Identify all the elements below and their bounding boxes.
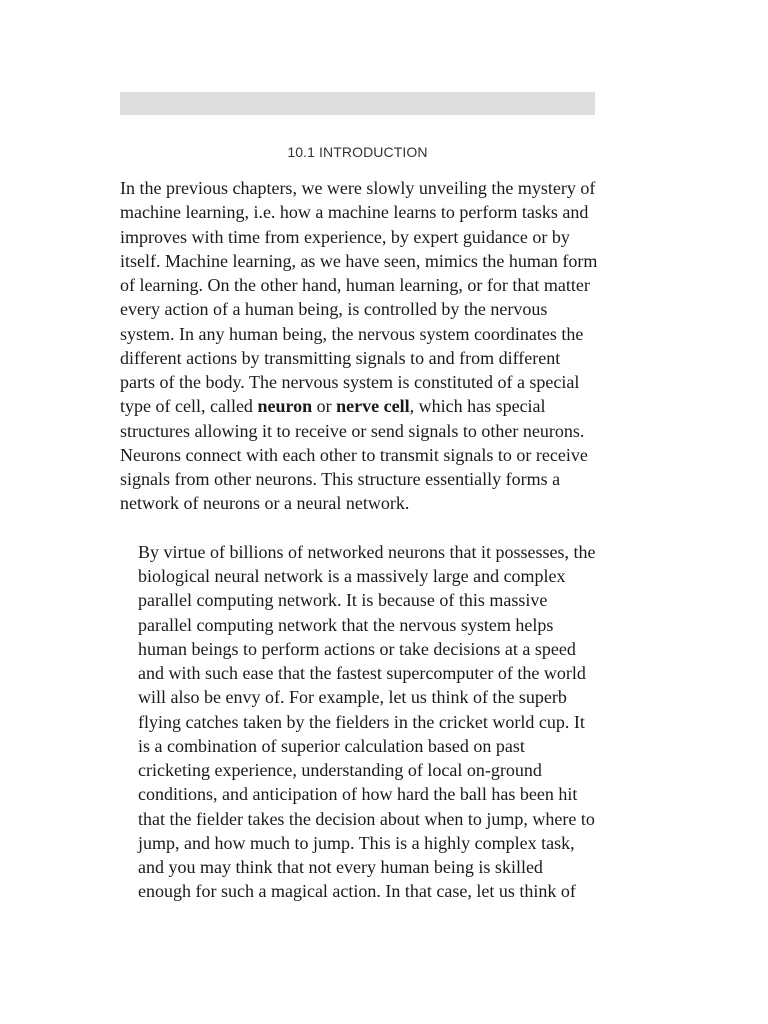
paragraph-1	[120, 176, 598, 516]
paragraph-2: By virtue of billions of networked neurons that it possesses, the biological neural network is a massively large and complex parallel computing network. It is because of this massive parallel computing network that the nervous system helps human beings to perform actions or take decisions at a speed and with such ease that the fastest supercomputer of the world will also be envy of. For example, let us think of the superb flying catches taken by the fielders in the cricket world cup. It is a combination of superior calculation based on past cricketing experience, understanding of local on-ground conditions, and anticipation of how hard the ball has been hit that the fielder takes the decision about when to jump, where to jump, and how much to jump. This is a highly complex task, and you may think that not every human being is skilled enough for such a magical action. In that case, let us think of	[138, 541, 596, 902]
header-bar	[120, 92, 595, 115]
paragraph-1-part-3: , which has special structures allowing it to receive or send signals to other neurons. Neurons connect with each other to transmit signals to or receive signals from other neurons. This structure essentially forms a network of neurons or a neural network.	[120, 396, 588, 514]
paragraph-1-part-2: or	[312, 396, 337, 417]
paragraph-1-part-1: In the previous chapters, we were slowly unveiling the mystery of machine learning, i.e. how a machine learns to perform tasks and improves with time from experience, by expert guidance or by itself. Machine learning, as we have seen, mimics the human form of learning. On the other hand, human learning, or for that matter every action of a human being, is controlled by the nervous system. In any human being, the nervous system coordinates the different actions by transmitting signals to and from different parts of the body. The nervous system is constituted of a special type of cell, called	[120, 178, 598, 417]
body-text	[120, 176, 598, 904]
term-nerve-cell: nerve cell	[336, 396, 410, 417]
term-neuron: neuron	[257, 396, 313, 417]
section-heading: 10.1 INTRODUCTION	[287, 144, 428, 160]
